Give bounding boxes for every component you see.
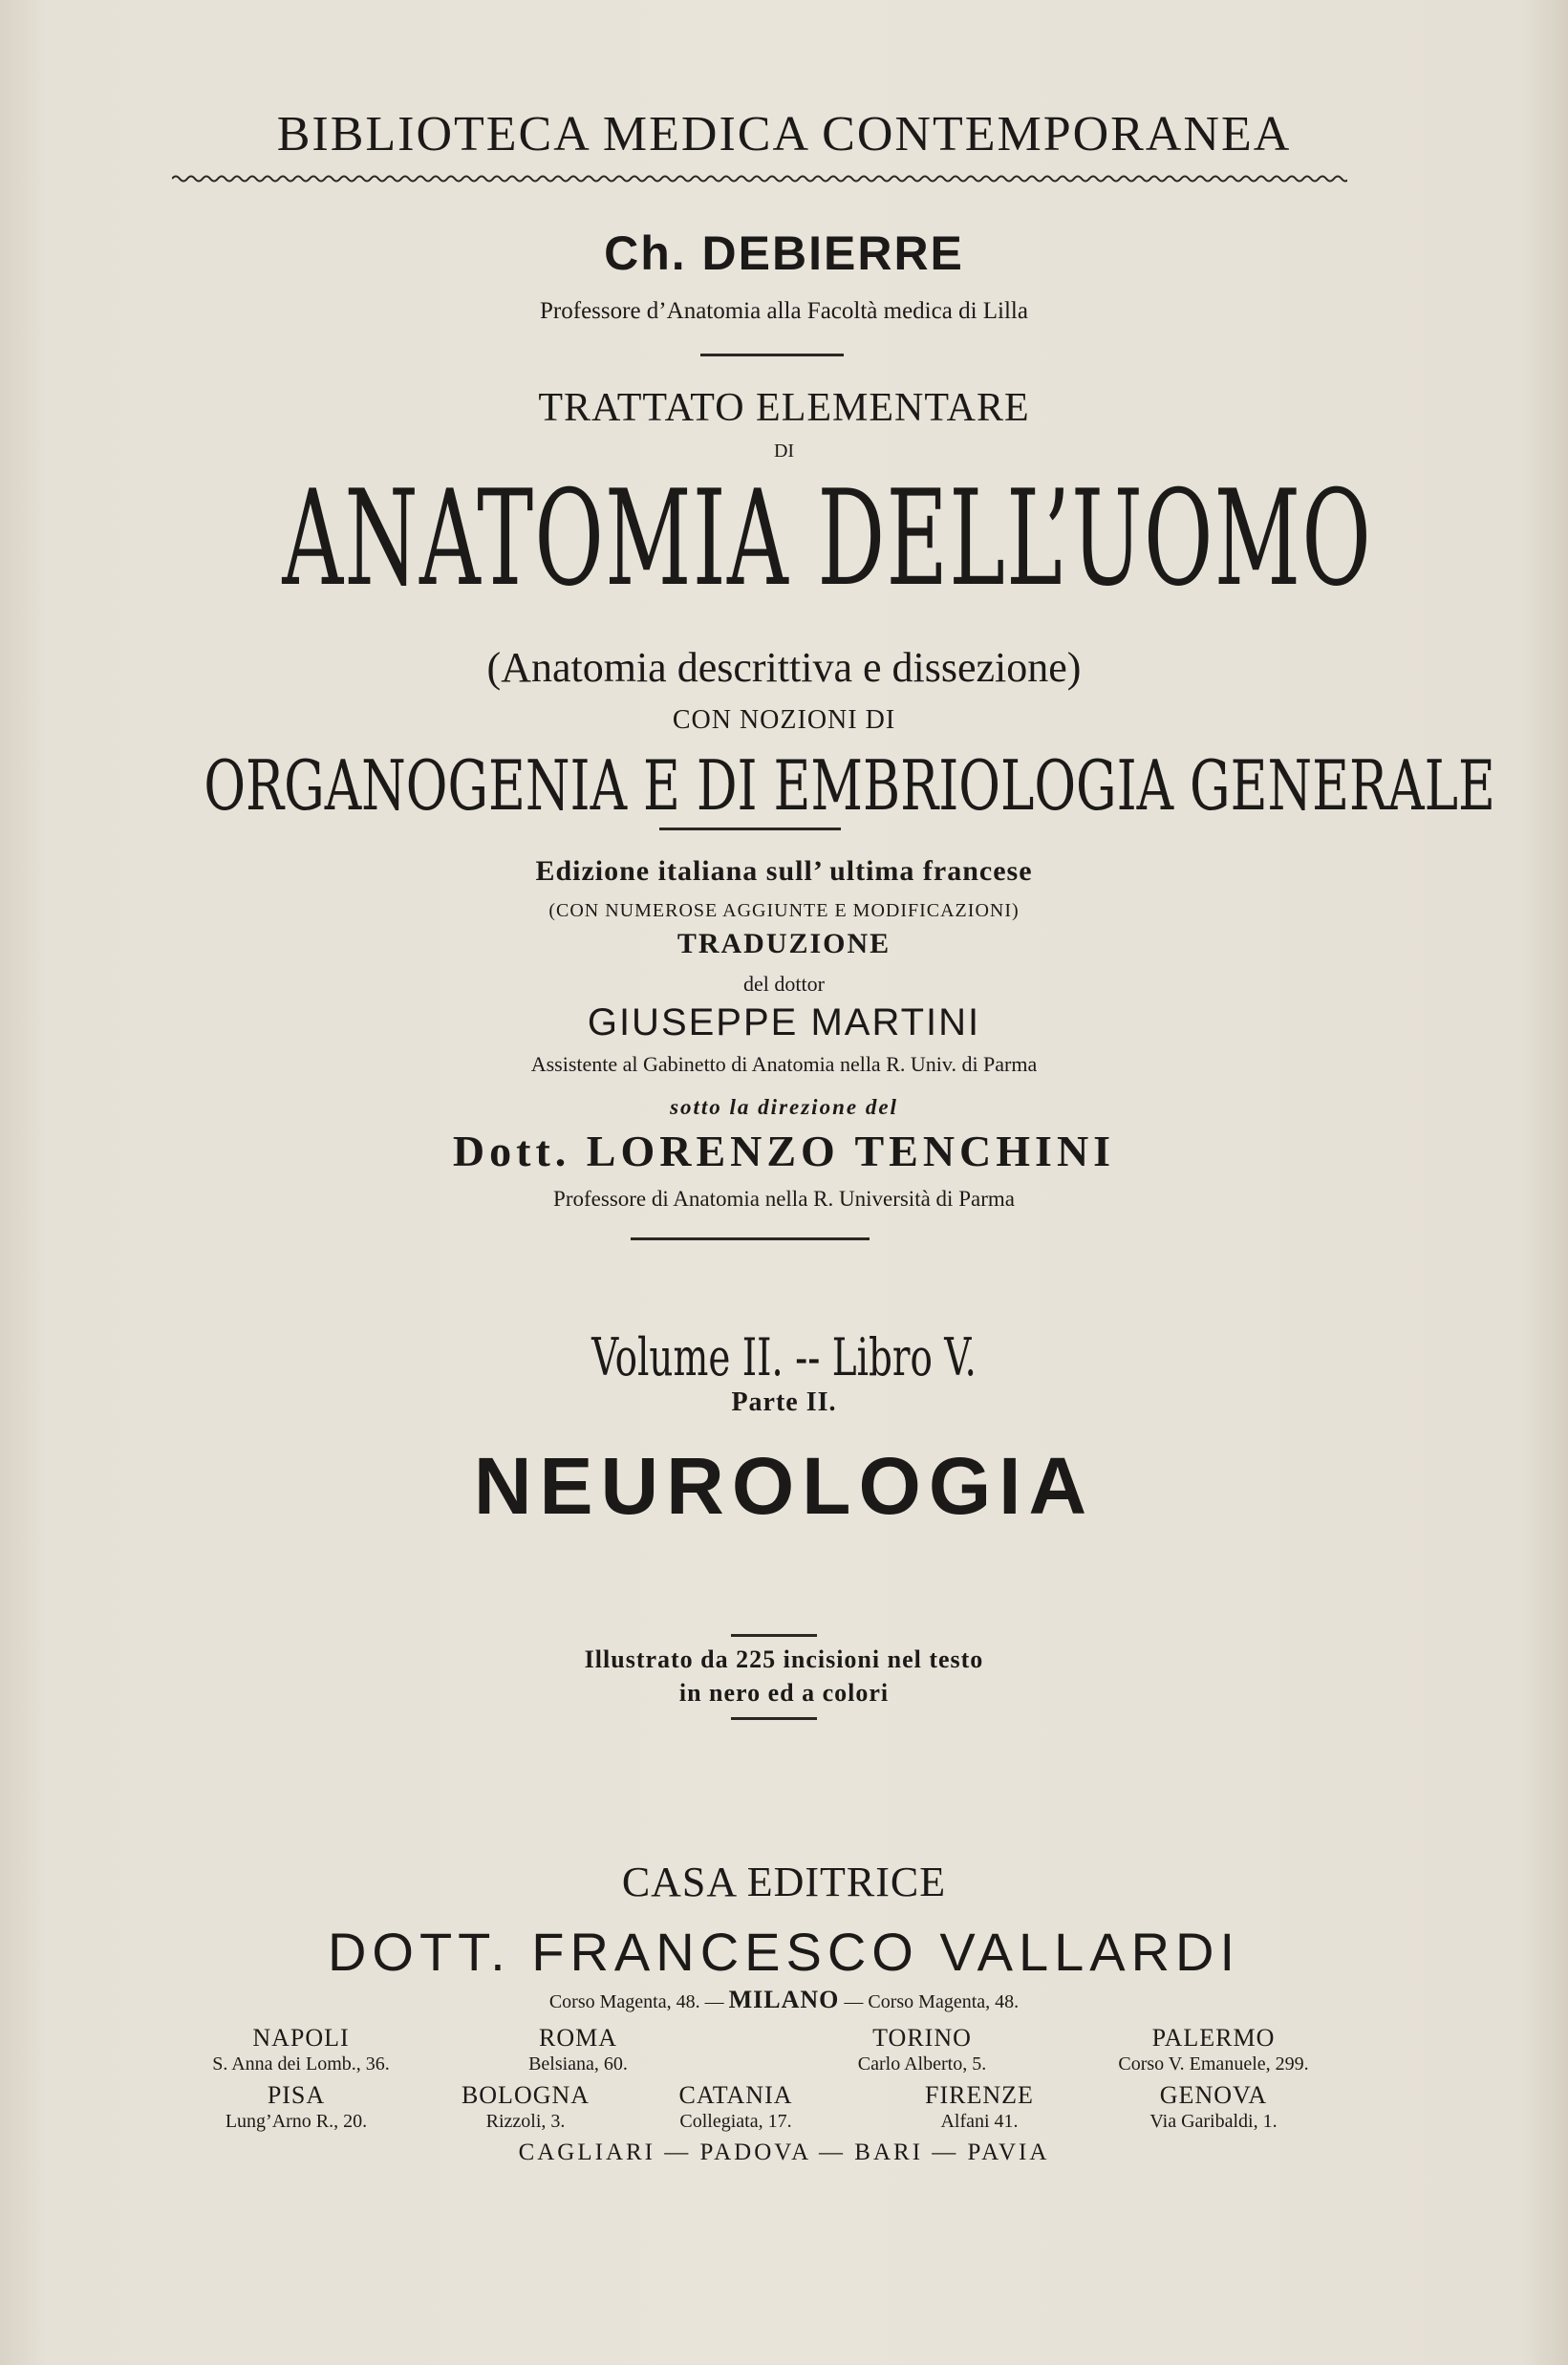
edition-line: Edizione italiana sull’ ultima francese xyxy=(535,855,1033,887)
director-name: Dott. LORENZO TENCHINI xyxy=(452,1127,1116,1175)
branch-city: PISA xyxy=(267,2081,326,2109)
illustrations-line: Illustrato da 225 incisioni nel testo xyxy=(584,1645,984,1673)
branch-roma xyxy=(440,2026,717,2074)
treatise-connector: DI xyxy=(773,441,795,462)
branch-address: Corso V. Emanuele, 299. xyxy=(1118,2053,1309,2075)
translation-label: TRADUZIONE xyxy=(677,928,891,959)
translator-name: GIUSEPPE MARTINI xyxy=(587,1001,981,1043)
branch-city: GENOVA xyxy=(1159,2081,1268,2109)
branch-city: TORINO xyxy=(872,2024,972,2052)
branch-city: FIRENZE xyxy=(925,2081,1034,2109)
direction-line: sotto la direzione del xyxy=(670,1095,898,1119)
branch-napoli xyxy=(162,2026,440,2074)
wavy-rule-ornament xyxy=(172,173,1347,184)
divider-rule xyxy=(731,1634,817,1637)
translator-intro: del dottor xyxy=(743,972,825,996)
branch-address: Collegiata, 17. xyxy=(679,2111,792,2132)
branch-city: PALERMO xyxy=(1151,2024,1276,2052)
divider-rule xyxy=(731,1717,817,1720)
main-office-city: MILANO xyxy=(728,1986,840,2013)
divider-rule xyxy=(700,354,844,356)
divider-rule xyxy=(659,828,841,830)
branch-address: Belsiana, 60. xyxy=(528,2053,628,2075)
translator-role: Assistente al Gabinetto di Anatomia nella R. Univ. di Parma xyxy=(530,1052,1038,1076)
main-address-left: Corso Magenta, 48. — xyxy=(548,1991,724,2012)
secondary-title: ORGANOGENIA E DI EMBRIOLOGIA GENERALE xyxy=(204,745,1495,826)
edition-note: (CON NUMEROSE AGGIUNTE E MODIFICAZIONI) xyxy=(548,900,1020,921)
branch-palermo xyxy=(1065,2026,1362,2074)
branch-address: Carlo Alberto, 5. xyxy=(857,2053,987,2075)
branch-address: Alfani 41. xyxy=(940,2111,1019,2132)
branch-city: BOLOGNA xyxy=(461,2081,591,2109)
subtitle: (Anatomia descrittiva e dissezione) xyxy=(486,644,1082,691)
publisher-name: DOTT. FRANCESCO VALLARDI xyxy=(327,1922,1241,1982)
branch-torino xyxy=(784,2026,1061,2074)
author-role: Professore d’Anatomia alla Facoltà medica di Lilla xyxy=(540,298,1028,324)
branch-genova xyxy=(1099,2083,1328,2131)
divider-rule xyxy=(631,1237,870,1240)
illustrations-colors-line: in nero ed a colori xyxy=(678,1679,890,1707)
branch-bologna xyxy=(420,2083,631,2131)
branch-address: Via Garibaldi, 1. xyxy=(1149,2111,1278,2132)
branch-row-2 xyxy=(0,2083,1568,2140)
branch-firenze xyxy=(884,2083,1075,2131)
branch-address: Lung’Arno R., 20. xyxy=(225,2111,368,2132)
part-line: Parte II. xyxy=(731,1387,837,1417)
subject-title: NEUROLOGIA xyxy=(473,1441,1095,1531)
main-office-address xyxy=(0,1988,1568,2012)
branch-row-1 xyxy=(0,2026,1568,2083)
branch-catania xyxy=(640,2083,831,2131)
branch-pisa xyxy=(182,2083,411,2131)
director-role: Professore di Anatomia nella R. Università di Parma xyxy=(553,1187,1015,1211)
treatise-title: TRATTATO ELEMENTARE xyxy=(538,386,1030,430)
main-address-right: — Corso Magenta, 48. xyxy=(844,1991,1020,2012)
branch-city: NAPOLI xyxy=(252,2024,350,2052)
branch-address: S. Anna dei Lomb., 36. xyxy=(212,2053,390,2075)
branch-address: Rizzoli, 3. xyxy=(485,2111,566,2132)
with-notions-line: CON NOZIONI DI xyxy=(672,705,896,735)
author-name: Ch. DEBIERRE xyxy=(604,226,964,280)
publisher-label: CASA EDITRICE xyxy=(621,1859,947,1905)
series-title: BIBLIOTECA MEDICA CONTEMPORANEA xyxy=(276,107,1292,161)
main-title: ANATOMIA DELL’UOMO xyxy=(282,462,1373,615)
branch-city: ROMA xyxy=(538,2024,617,2052)
branch-city: CATANIA xyxy=(678,2081,793,2109)
other-branch-cities: CAGLIARI — PADOVA — BARI — PAVIA xyxy=(518,2139,1050,2165)
volume-line: Volume II. -- Libro V. xyxy=(591,1327,977,1387)
